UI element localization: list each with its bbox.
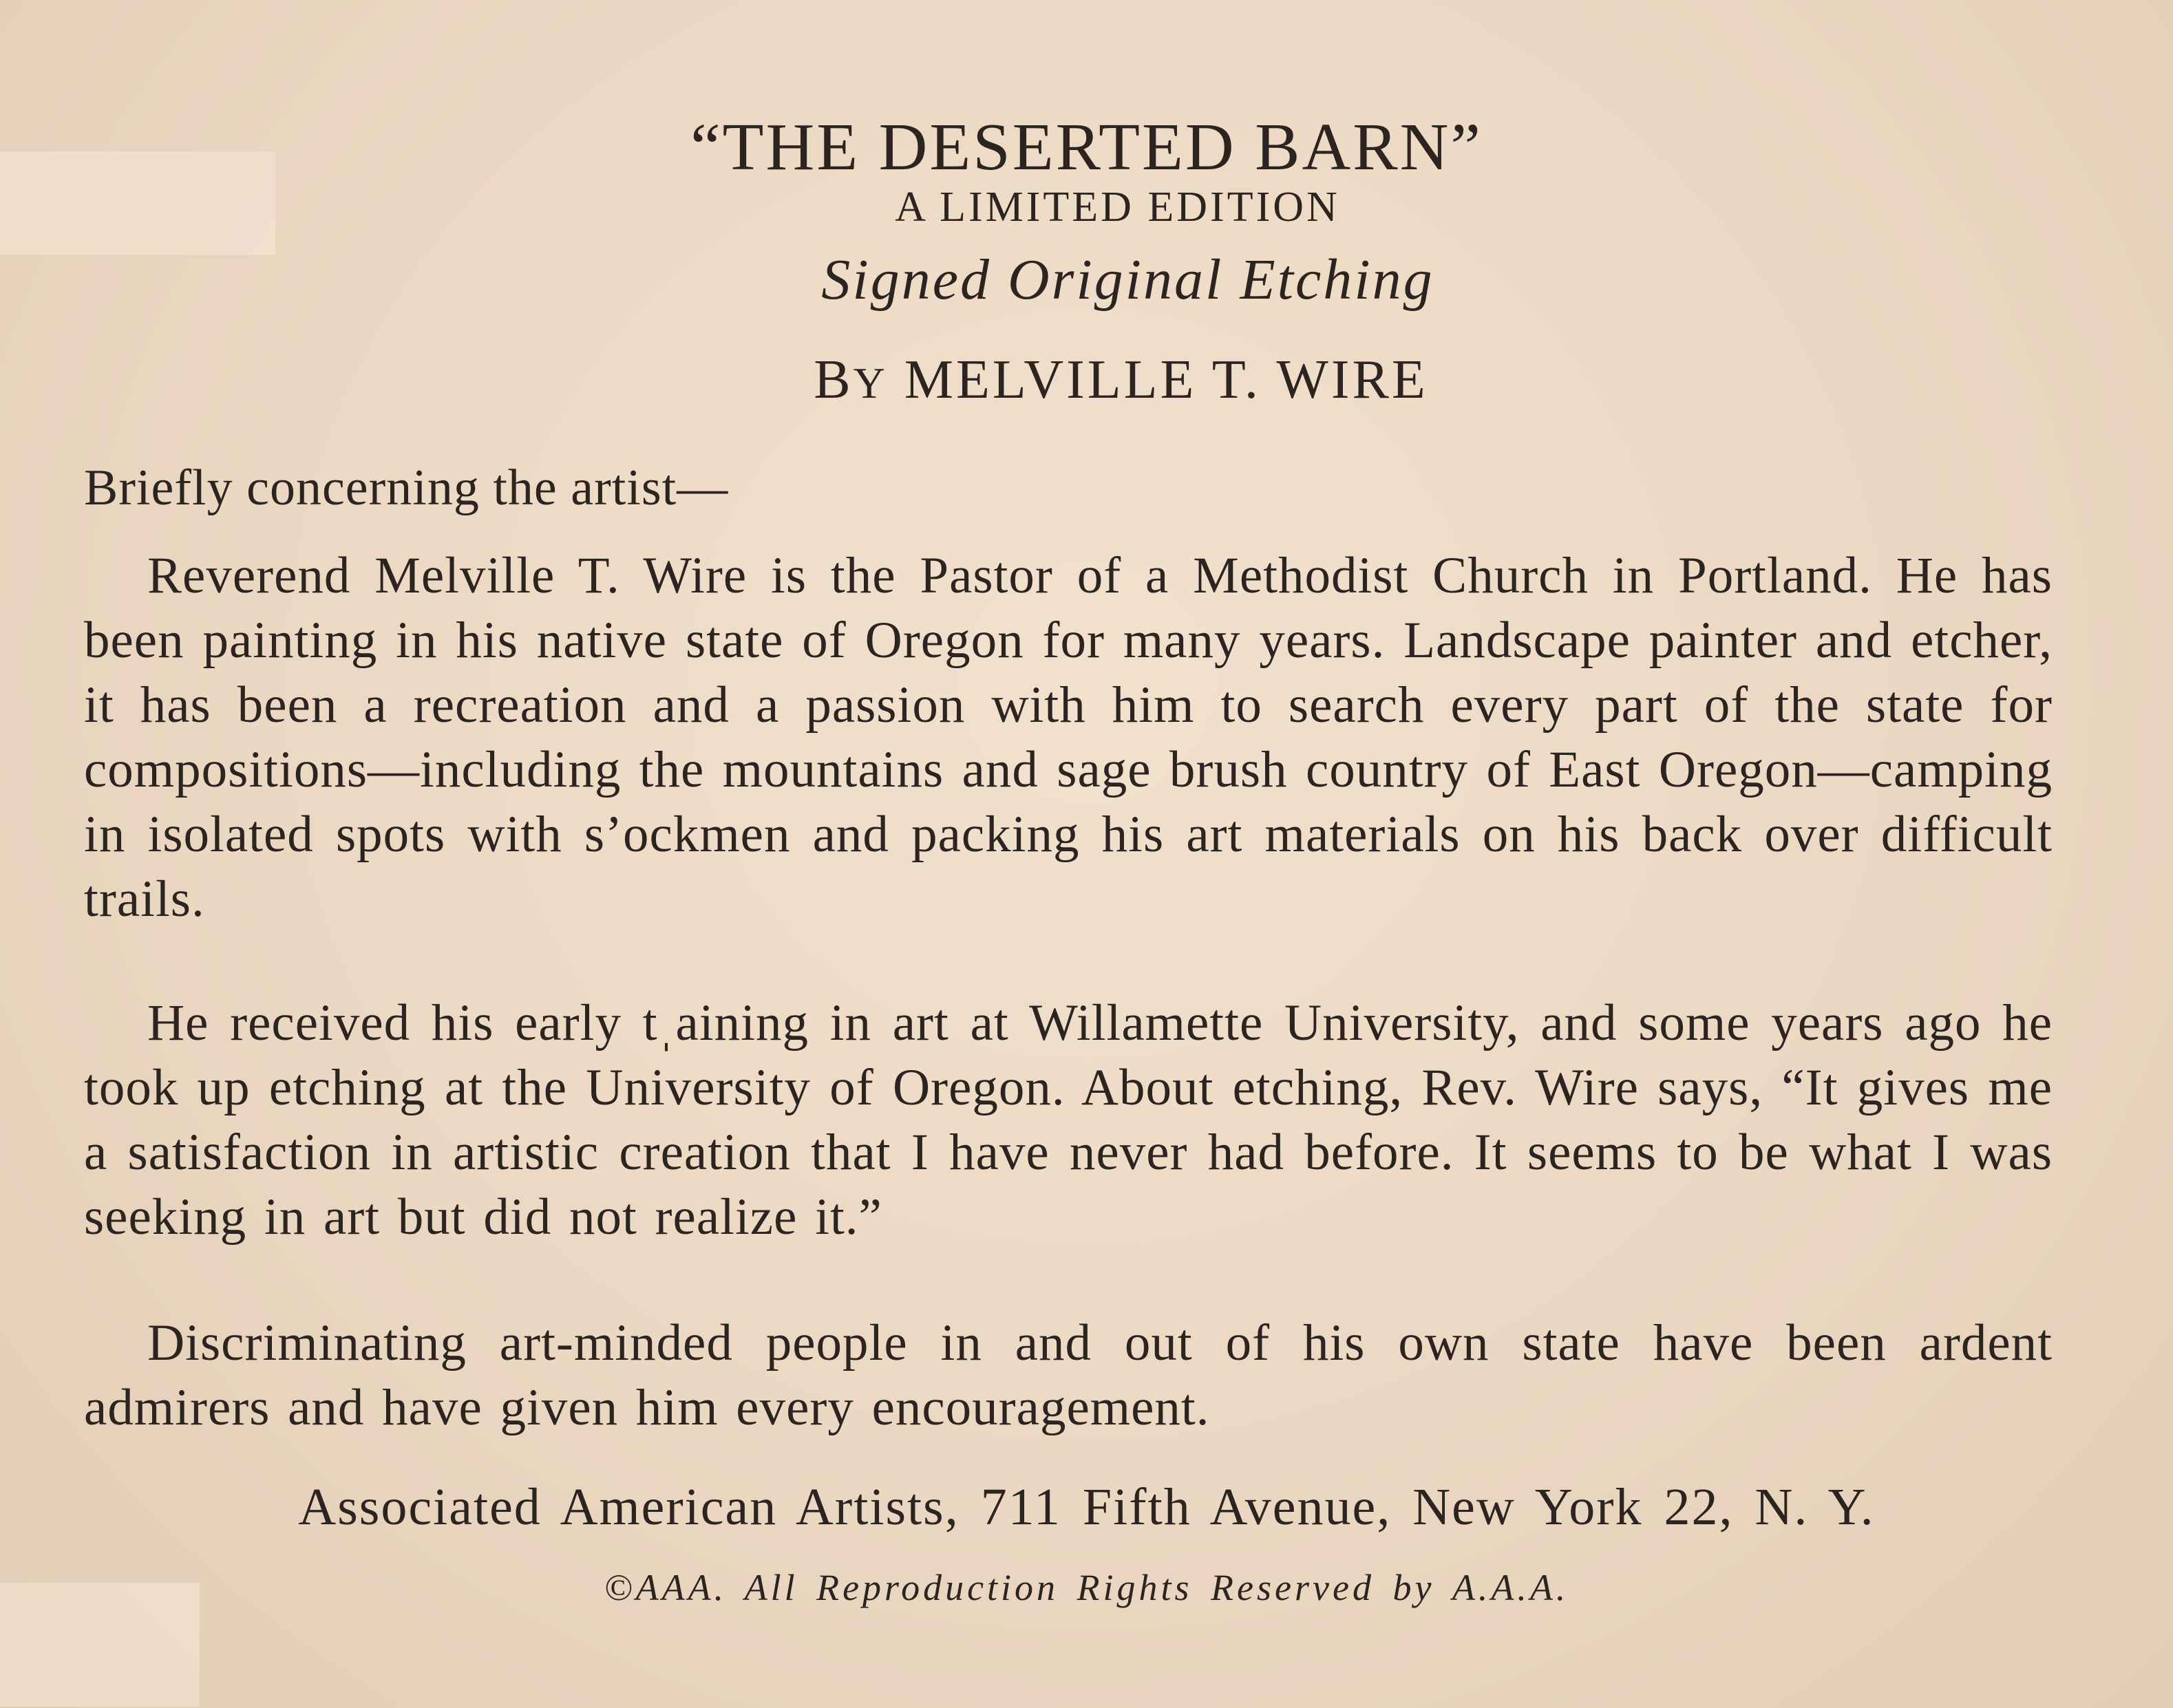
byline-prefix-rest: Y <box>853 359 888 407</box>
intro-line: Briefly concerning the artist— <box>84 460 729 516</box>
paragraph-2 <box>84 991 2053 1250</box>
artist-name: MELVILLE T. WIRE <box>904 350 1428 410</box>
paragraph-2-text: He received his early tˌaining in art at Willamette University, and some years ago he took up etching at the University of Oregon. About etching, Rev. Wire says, “It gives me a satisfaction in artistic creation that I have never had before. It seems to be what I was seeking in art but did not realize it.” <box>84 994 2053 1246</box>
paragraph-1 <box>84 544 2053 932</box>
publisher-address: Associated American Artists, 711 Fifth Avenue, New York 22, N. Y. <box>298 1478 1875 1536</box>
copyright-notice: ©AAA. All Reproduction Rights Reserved by A.A.A. <box>604 1567 1569 1608</box>
byline-prefix-initial: B <box>814 350 854 410</box>
etching-description: Signed Original Etching <box>821 248 1434 312</box>
paragraph-3 <box>84 1311 2053 1440</box>
paragraph-1-text: Reverend Melville T. Wire is the Pastor of a Methodist Church in Portland. He has been painting in his native state of Oregon for many years. Landscape painter and etcher, it has been a recreation and a passion with him to search every part of the state for compositions—including the mountains and sage brush country of East Oregon—camping in isolated spots with s’ockmen and packing his art materials on his back over difficult trails. <box>84 547 2053 928</box>
edition-subtitle: A LIMITED EDITION <box>895 184 1340 231</box>
byline <box>0 350 2173 410</box>
document-title: “THE DESERTED BARN” <box>690 110 1483 184</box>
paragraph-3-text: Discriminating art-minded people in and out of his own state have been ardent admirers and have given him every encouragement. <box>84 1314 2053 1436</box>
